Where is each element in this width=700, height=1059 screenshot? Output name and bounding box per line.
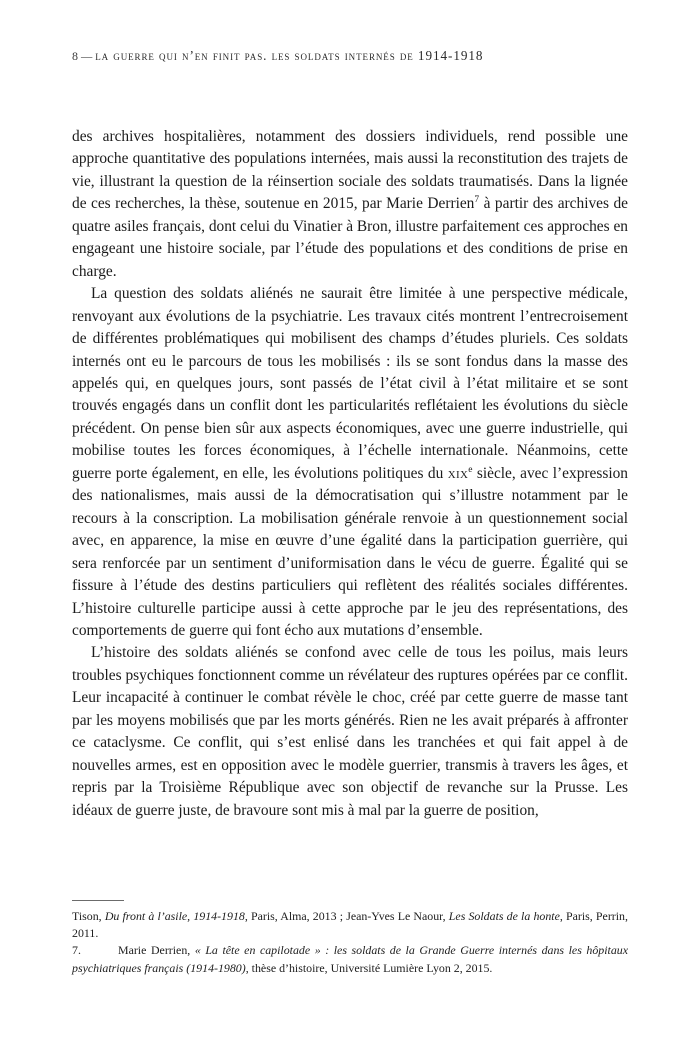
page-number: 8 [72, 49, 78, 63]
text-run: La question des soldats aliénés ne saurait être limitée à une perspective médicale, renvoyant aux évolutions de la psychiatrie. Les travaux cités montrent l’entrecroisement de différentes problématiques qui mobilisent des champs d’études pluriels. Ces soldats internés ont eu le parcours de tous les mobilisés : ils se sont fondus dans la masse des appelés qui, en quelques jours, sont passés de l’état civil à l’état militaire et se sont trouvés engagés dans un conflit dont les particularités reflétaient les évolutions du siècle précédent. On pense bien sûr aux aspects économiques, avec une guerre industrielle, qui mobilise toutes les forces économiques, à l’échelle internationale. Néanmoins, cette guerre porte également, en elle, les évolutions politiques du [72, 285, 628, 482]
paragraph [72, 642, 628, 822]
text-run: L’histoire des soldats aliénés se confond avec celle de tous les poilus, mais leurs troubles psychiques fonctionnent comme un révélateur des ruptures opérées par ce conflit. Leur incapacité à continuer le combat révèle le choc, créé par cette guerre de masse tant par les moyens mobilisés que par les morts générés. Rien ne les avait préparés à affronter ce cataclysme. Ce conflit, qui s’est enlisé dans les tranchées et qui fait appel à de nouvelles armes, est en opposition avec le modèle guerrier, transmis à travers les âges, et repris par la Troisième République avec son objectif de revanche sur la Prusse. Les idéaux de guerre juste, de bravoure sont mis à mal par la guerre de position, [72, 644, 628, 819]
text-run: à partir des archives de quatre asiles français, dont celui du Vinatier à Bron, illustre parfaitement ces approches en engageant une histoire sociale, par l’étude des populations et des conditions de prise en charge. [72, 195, 628, 280]
small-caps-run: xix [447, 464, 469, 482]
running-header [72, 48, 628, 64]
footnote-section [72, 900, 628, 977]
italic-run: Les Soldats de la honte [448, 909, 560, 923]
header-title: la guerre qui n’en finit pas. les soldats internés de 1914-1918 [95, 48, 484, 63]
italic-run: « La tête en capilotade » : les soldats de la Grande Guerre internés dans les hôpitaux psychiatriques français (1914-1980) [72, 943, 629, 975]
text-run: Marie Derrien, [118, 943, 195, 958]
footnote-number: 7. [72, 943, 81, 958]
text-run: , Paris, Perrin, 2011. [72, 909, 628, 941]
text-run: siècle, avec l’expression des nationalismes, mais aussi de la démocratisation qui s’illustre notamment par le recours à la conscription. La mobilisation générale renvoie à un questionnement social avec, en apparence, la mise en œuvre d’une égalité dans la participation guerrière, qui sera renforcée par un sentiment d’uniformisation dans le vécu de guerre. Égalité qui se fissure à l’étude des destins particuliers qui reflètent des réalités sociales différentes. L’histoire culturelle participe aussi à cette approche par le jeu des représentations, des comportements de guerre qui font écho aux mutations d’ensemble. [72, 464, 628, 639]
body-text [72, 126, 628, 822]
superscript-marker: 7 [474, 194, 480, 206]
footnote-item [72, 908, 628, 942]
footnote-item [72, 942, 628, 976]
paragraph [72, 283, 628, 642]
footnote-text [72, 943, 628, 974]
text-run: , Paris, Alma, 2013 ; Jean-Yves Le Naour, [244, 909, 449, 923]
superscript-marker: e [468, 463, 473, 475]
paragraph [72, 126, 628, 283]
text-run: des archives hospitalières, notamment des dossiers individuels, rend possible une approche quantitative des populations internées, mais aussi la reconstitution des trajets de vie, illustrant la question de la réinsertion sociale des soldats traumatisés. Dans la lignée de ces recherches, la thèse, soutenue en 2015, par Marie Derrien [72, 128, 628, 213]
text-run: Tison, [72, 909, 105, 923]
text-run: , thèse d’histoire, Université Lumière Lyon 2, 2015. [245, 960, 493, 975]
footnote-separator-rule [72, 900, 124, 901]
header-dash: — [81, 51, 94, 63]
italic-run: Du front à l’asile, 1914-1918 [104, 909, 245, 923]
